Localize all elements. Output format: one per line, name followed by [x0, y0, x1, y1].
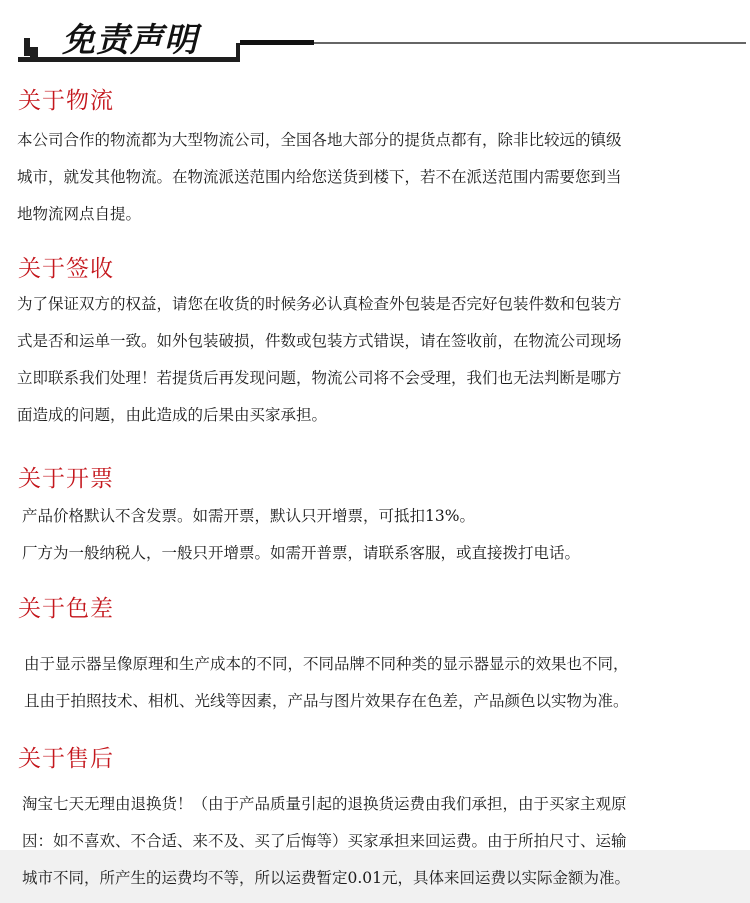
- body-line: 立即联系我们处理！若提货后再发现问题，物流公司将不会受理，我们也无法判断是哪方: [17, 369, 622, 387]
- body-line: 面造成的问题，由此造成的后果由买家承担。: [17, 406, 328, 424]
- body-line: 淘宝七天无理由退换货！（由于产品质量引起的退换货运费由我们承担，由于买家主观原: [22, 795, 627, 813]
- body-line: 式是否和运单一致。如外包装破损，件数或包装方式错误，请在签收前，在物流公司现场: [17, 332, 622, 350]
- section-body-logistics: [17, 122, 735, 233]
- section-heading-color-difference: 关于色差: [18, 596, 114, 622]
- body-line: 由于显示器呈像原理和生产成本的不同，不同品牌不同种类的显示器显示的效果也不同，: [24, 655, 629, 673]
- body-line: 产品价格默认不含发票。如需开票，默认只开增票，可抵扣13%。: [22, 507, 475, 525]
- body-line: 本公司合作的物流都为大型物流公司，全国各地大部分的提货点都有，除非比较远的镇级: [17, 131, 622, 149]
- body-line: 地物流网点自提。: [17, 205, 142, 223]
- body-line: 为了保证双方的权益，请您在收货的时候务必认真检查外包装是否完好包装件数和包装方: [17, 295, 622, 313]
- section-body-invoice: [22, 498, 740, 572]
- banner-corner-block: [24, 38, 30, 56]
- banner-rule: [314, 42, 746, 44]
- body-line: 且由于拍照技术、相机、光线等因素，产品与图片效果存在色差，产品颜色以实物为准。: [24, 692, 629, 710]
- body-line: 城市，就发其他物流。在物流派送范围内给您送货到楼下，若不在派送范围内需要您到当: [17, 168, 622, 186]
- banner-thick-bar: [240, 40, 314, 45]
- page-title: 免责声明: [62, 20, 198, 59]
- disclaimer-banner: [0, 0, 750, 72]
- body-line: 厂方为一般纳税人，一般只开增票。如需开普票，请联系客服，或直接拨打电话。: [22, 544, 581, 562]
- body-line: 城市不同，所产生的运费均不等，所以运费暂定0.01元，具体来回运费以实际金额为准。: [22, 869, 631, 887]
- section-heading-receipt: 关于签收: [18, 256, 114, 282]
- section-body-after-sales: [22, 786, 740, 897]
- section-heading-after-sales: 关于售后: [18, 746, 114, 772]
- section-heading-invoice: 关于开票: [18, 466, 114, 492]
- section-body-color-difference: [24, 646, 742, 720]
- body-line: 因：如不喜欢、不合适、来不及、买了后悔等）买家承担来回运费。由于所拍尺寸、运输: [22, 832, 627, 850]
- section-body-receipt: [17, 286, 735, 434]
- section-heading-logistics: 关于物流: [18, 88, 114, 114]
- banner-connector: [236, 43, 240, 62]
